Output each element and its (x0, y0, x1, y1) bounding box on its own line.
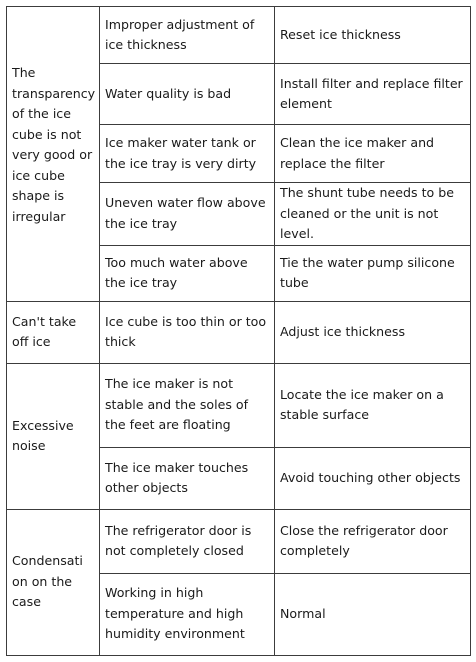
table-row (7, 301, 471, 363)
solution-cell: Locate the ice maker on a stable surface (275, 363, 471, 447)
table-row (7, 509, 471, 573)
problem-cell: Excessive noise (7, 363, 100, 509)
cause-cell: Too much water above the ice tray (100, 245, 275, 301)
troubleshooting-table (6, 6, 471, 656)
problem-cell: Condensati on on the case (7, 509, 100, 655)
cause-cell: The ice maker is not stable and the soles of the feet are floating (100, 363, 275, 447)
cause-cell: Ice maker water tank or the ice tray is very dirty (100, 125, 275, 183)
table-row (7, 7, 471, 64)
solution-cell: Clean the ice maker and replace the filter (275, 125, 471, 183)
solution-cell: Adjust ice thickness (275, 301, 471, 363)
cause-cell: Improper adjustment of ice thickness (100, 7, 275, 64)
cause-cell: The ice maker touches other objects (100, 447, 275, 509)
cause-cell: Ice cube is too thin or too thick (100, 301, 275, 363)
troubleshooting-table-container (6, 6, 470, 656)
solution-cell: Avoid touching other objects (275, 447, 471, 509)
solution-cell: Close the refrigerator door completely (275, 509, 471, 573)
cause-cell: Working in high temperature and high humidity environment (100, 573, 275, 655)
table-row (7, 363, 471, 447)
solution-cell: The shunt tube needs to be cleaned or the unit is not level. (275, 183, 471, 246)
cause-cell: Uneven water flow above the ice tray (100, 183, 275, 246)
problem-cell: Can't take off ice (7, 301, 100, 363)
solution-cell: Tie the water pump silicone tube (275, 245, 471, 301)
cause-cell: Water quality is bad (100, 64, 275, 125)
solution-cell: Reset ice thickness (275, 7, 471, 64)
solution-cell: Normal (275, 573, 471, 655)
cause-cell: The refrigerator door is not completely closed (100, 509, 275, 573)
problem-cell: The transparency of the ice cube is not very good or ice cube shape is irregular (7, 7, 100, 302)
solution-cell: Install filter and replace filter element (275, 64, 471, 125)
